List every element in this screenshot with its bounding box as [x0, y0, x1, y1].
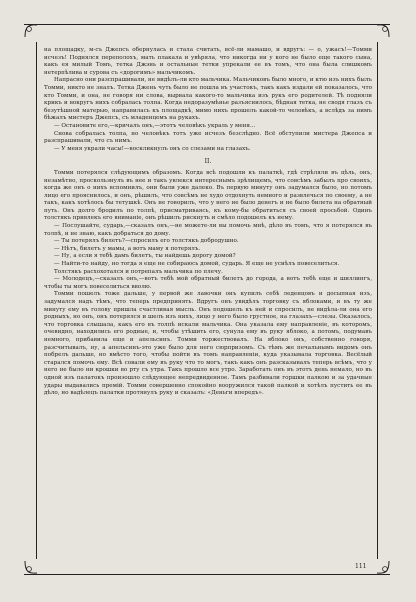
paragraph: на площадку, м-съ Джепсъ обернулась и стала считать, всё-ли мамашо, и вдругъ: — о, ужасъ!—Томми исчезъ! Поднялся переполохъ, мать плакала и увѣряла, что никогда ни у кого не было еще такого сына, какъ ея милый Томъ, тетка Джэнь и остальные тетки упрекали ее въ томъ, что она была слишкомъ нетерпѣлива и сурова съ «дорогимъ» мальчикомъ. [44, 47, 372, 76]
paragraph: — Найти-то найду, но тогда я еще не собираюсь домой, сударь. Я еще не усиѣлъ повеселиться. [54, 261, 340, 268]
paragraph: Толстякъ расхохотался и потрепалъ мальчика по плечу. [54, 268, 223, 275]
chapter-heading: II. [204, 158, 212, 166]
paragraph: Томми потерялся слѣдующимъ образомъ. Когда всѣ подошли къ палаткѣ, гдѣ стрѣляли въ цѣль, онъ, незамѣтно, проскользнулъ въ нее и такъ увлекся интереснымъ зрѣлищемъ, что совсѣмъ забылъ про своихъ, когда же онъ о нихъ вспомнилъ, они были уже далеко. Въ первую минуту онъ задумался было, но потомъ лицо его прояснилось, и онъ, рѣшилъ, что совсѣмъ не худо отдохнуть немного и развлечься по своему, а не такъ, какъ хотѣлось бы тетушкѣ. Онъ не говорилъ, что у него не было денегъ и не было билета на обратный путь. Онъ долго бродилъ по толпѣ, присматриваясь, къ кому-бы обратиться съ своей просьбой. Одинъ толстякъ привлекъ его вниманіе, онъ рѣшилъ рискнуть и смѣло подошелъ къ нему. [44, 169, 372, 222]
border-top [24, 24, 390, 25]
border-right [377, 42, 378, 559]
page-number: 111 [355, 563, 367, 570]
body-text [44, 47, 372, 398]
border-left [36, 42, 37, 559]
paragraph: — Ты потерялъ билетъ?—спросилъ его толстякъ добродушно. [54, 238, 239, 245]
border-bottom [24, 574, 390, 575]
corner-ornament-top-left [22, 22, 40, 40]
corner-ornament-bottom-left [22, 558, 40, 576]
corner-ornament-bottom-right [374, 558, 392, 576]
paragraph: — Нѣтъ, билетъ у мамы, а вотъ маму я потерялъ. [54, 245, 201, 252]
paragraph: — У меня украли часы!—воскликнулъ онъ со слезами на глазахъ. [54, 145, 251, 152]
paragraph: Снова собралась толпа, но человѣкъ тотъ уже исчезъ безслѣдно. Всё обступили мистера Джепса и разспрашивали, что съ нимъ. [44, 130, 372, 145]
paragraph: — Остановите его,—кричалъ онъ,—этотъ человѣкъ украль у меня... [54, 122, 256, 129]
paragraph: Напрасно они разспрашивали, не видѣлъ-ли кто мальчика. Мальчиковъ было много, и ктю изъ нихъ былъ Томми, никто не зналъ. Тетка Джень чуть было не пошла въ участокъ, такъ какъ издали ей показалось, что кто Томми, и она, не говоря ни слова, вырвала какого-то мальчика изъ рукъ его родителей. Тѣ подняли крикъ и вокругъ нихъ собралась толпа. Когда недоразумѣнье разъяснилось, бѣдная тетка, не сводя глазъ съ безутѣшной матерью, направилась къ площадкѣ, мимо нихъ прошелъ какой-то человѣкъ, а вслѣдъ за нимъ бѣжалъ мистеръ Джепсъ, съ младенцемъ на рукахъ. [44, 77, 372, 122]
corner-ornament-top-right [374, 22, 392, 40]
paragraph: — Ну, а если я тебѣ дамъ билетъ, ты найдешь дорогу домой? [54, 253, 236, 260]
paragraph: — Молодецъ,—сказалъ онъ,—вотъ тебѣ мой обратный билетъ до города, а вотъ тебѣ еще и шиллингъ, чтобы ты могъ повеселиться вволю. [44, 276, 372, 290]
paragraph: — Послушайте, сударь,—сказалъ онъ,—не можете-ли вы помочь мнѣ, дѣло въ томъ, что я потерялся въ толпѣ, и не знаю, какъ добраться до дому. [44, 223, 372, 237]
paragraph: Томми пошелъ тоже дальше, у первой же лавочки онъ купилъ себѣ леденцовъ и досыпная изъ, задумался надъ тѣмъ, что теперь предпринять. Вдругъ онъ увидѣлъ торговку съ яблоками, и въ ту же минуту ему въ голову пришла счастливая мысль. Онъ подошелъ къ ней и спросилъ, не видѣла-ли она его родныхъ, но онъ, онъ потерялся и шелъ изъ нихъ, лицо у него было грустное, на глазахъ—слезы. Оказалось, что торговка слышала, какъ его въ толпѣ искали мальчика. Она указала ему направленіе, въ которомъ, очевидно, находились его родные, и, чтобы утѣшить его, сунула ему въ руку яблоко, а потомъ, подумавъ немного, прибавила еще и апельсинъ. Томми торжествовалъ. На яблоко онъ, собственно говоря, разсчитывалъ, ну, а апельсинъ-это уже было для него сюрпризомъ. Съ тѣмъ же печальнымъ видомъ онъ побрелъ дальше, но вмѣсто того, чтобы пойти въ томъ направленіи, куда указывала торговка. Весёлый старался помочь ему. Всѣ совали ему въ руку что то могъ, такъ какъ онъ разсказывалъ теперь всѣмъ, что у него не было ни крошки во рту съ утра. Такъ прошло все утро. Заработать онъ въ этотъ день немало, но въ одной изъ палатокъ произошло слѣдующее непредвиденное. Тамъ разбивали горшки палкою и за удачные удары выдавались премій. Томми совершенно спокойно вооружился такой палкой и хотѣлъ пустить ее въ дѣло, но вадѣлецъ палатки протянулъ руку и сказалъ: «Деньги впередъ». [44, 291, 372, 397]
